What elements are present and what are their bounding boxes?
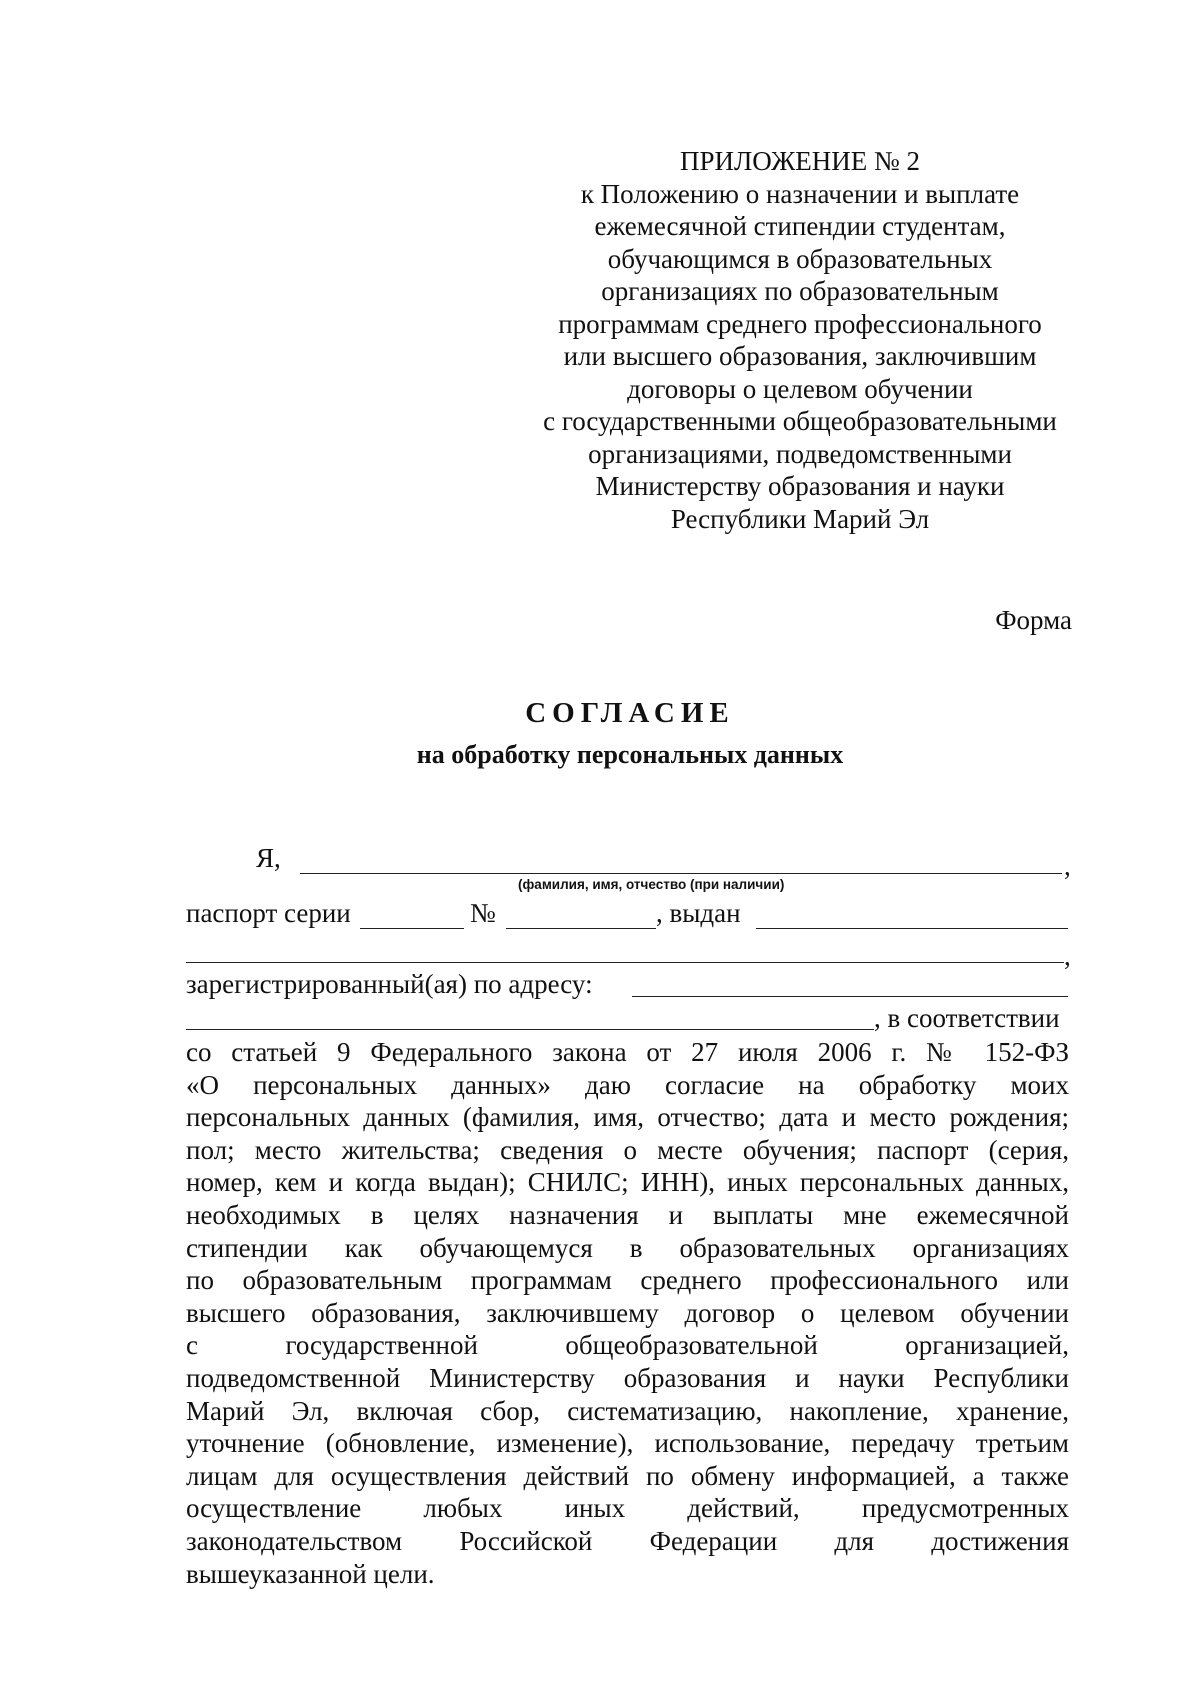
ya-label: Я, [256, 843, 281, 873]
appendix-line: Республики Марий Эл [670, 503, 930, 534]
body-line: со статьей 9 Федерального закона от 27 июля 2006 г. № 152-ФЗ [186, 1037, 1069, 1067]
issued-by-field[interactable] [756, 928, 1068, 929]
passport-number-label: № [470, 898, 496, 928]
body-line: «О персональных данных» даю согласие на обработку моих [186, 1069, 1069, 1100]
appendix-line: обучающимся в образовательных [607, 243, 993, 274]
full-name-field[interactable] [300, 873, 1062, 874]
body-line: осуществление любых иных действий, предусмотренных [186, 1493, 1069, 1524]
passport-series-field[interactable] [360, 928, 464, 929]
appendix-line: к Положению о назначении и выплате [580, 178, 1020, 209]
address-label: зарегистрированный(ая) по адресу: [186, 969, 593, 999]
appendix-line: с государственными общеобразовательными [543, 406, 1057, 436]
passport-number-field[interactable] [506, 928, 656, 929]
appendix-line: ежемесячной стипендии студентам, [594, 211, 1006, 241]
body-line: законодательством Российской Федерации для достижения [186, 1525, 1069, 1556]
body-line: необходимых в целях назначения и выплаты мне ежемесячной [186, 1199, 1069, 1230]
appendix-line: Министерству образования и науки [595, 471, 1005, 501]
accordance-label: , в соответствии [874, 1003, 1060, 1033]
address-continuation-field[interactable] [186, 1029, 874, 1030]
body-line: пол; место жительства; сведения о месте обучения; паспорт (серия, [186, 1134, 1069, 1165]
appendix-line: организациях по образовательным [601, 276, 999, 306]
appendix-title: ПРИЛОЖЕНИЕ № 2 [679, 146, 921, 176]
body-line: уточнение (обновление, изменение), использование, передачу третьим [186, 1428, 1069, 1459]
address-field[interactable] [632, 996, 1068, 997]
appendix-line: программам среднего профессионального [558, 308, 1042, 339]
appendix-line: организациями, подведомственными [588, 438, 1012, 469]
body-line: стипендии как обучающемуся в образовательных организациях [186, 1232, 1069, 1263]
body-line: вышеуказанной цели. [186, 1558, 435, 1589]
consent-body [186, 1036, 1069, 1590]
body-line: по образовательным программам среднего профессионального или [186, 1265, 1069, 1296]
appendix-line: или высшего образования, заключившим [563, 341, 1037, 371]
line2-comma: , [1064, 941, 1071, 971]
full-name-hint: (фамилия, имя, отчество (при наличии) [518, 877, 785, 892]
body-line: Марий Эл, включая сбор, систематизацию, накопление, хранение, [186, 1395, 1069, 1426]
body-line: персональных данных (фамилия, имя, отчество; дата и место рождения; [186, 1102, 1069, 1133]
body-line: высшего образования, заключившему договор о целевом обучении [186, 1297, 1069, 1328]
body-line: с государственной общеобразовательной организацией, [186, 1330, 1069, 1361]
body-line: номер, кем и когда выдан); СНИЛС; ИНН), иных персональных данных, [186, 1167, 1069, 1198]
document-subtitle: на обработку персональных данных [416, 740, 844, 769]
issued-label: , выдан [656, 898, 741, 928]
body-line: подведомственной Министерству образования и науки Республики [186, 1362, 1069, 1393]
issued-by-continuation-field[interactable] [186, 962, 1064, 963]
document-title: СОГЛАСИЕ [525, 697, 735, 729]
passport-series-label: паспорт серии [186, 898, 351, 928]
ya-comma: , [1064, 851, 1071, 881]
appendix-line: договоры о целевом обучении [627, 373, 973, 404]
body-line: лицам для осуществления действий по обмену информацией, а также [186, 1460, 1069, 1491]
form-label: Форма [995, 605, 1072, 635]
appendix-header [520, 145, 1080, 535]
